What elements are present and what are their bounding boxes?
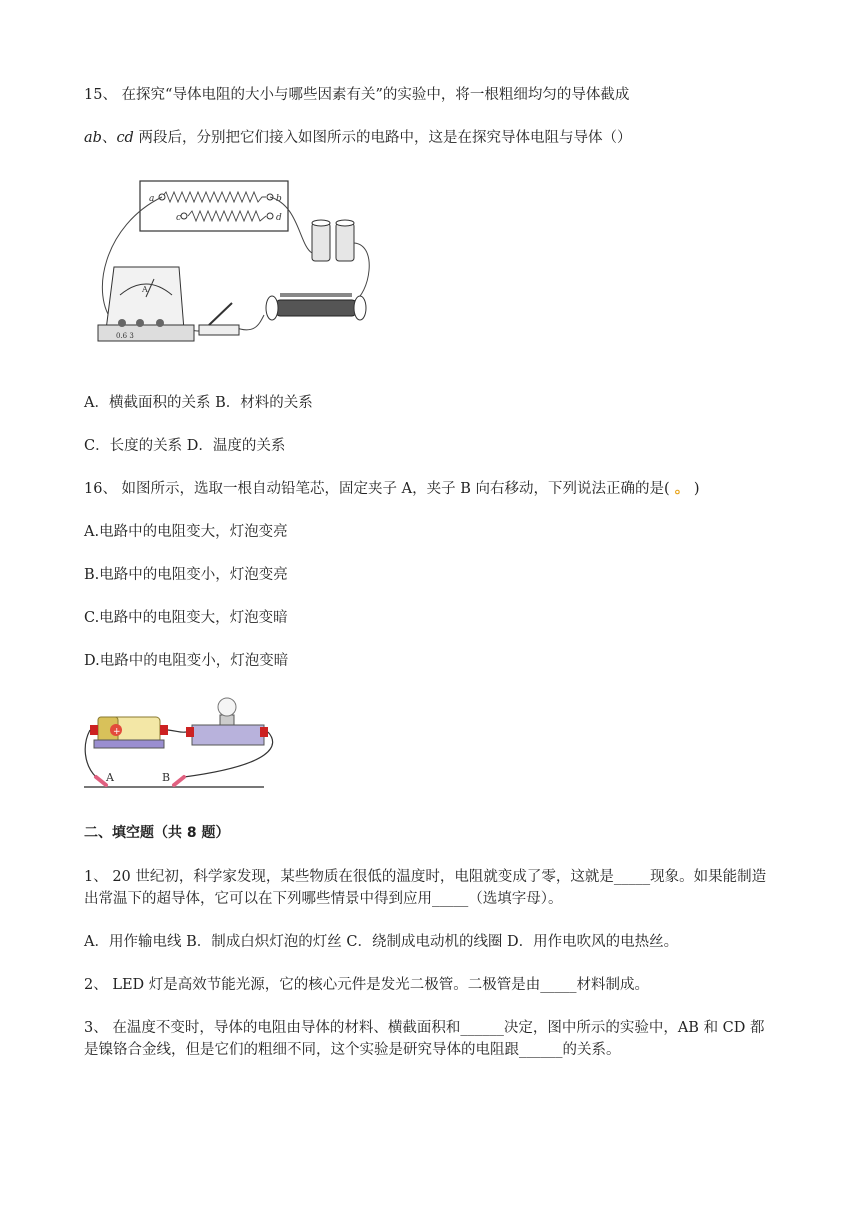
label-c: c: [176, 213, 182, 223]
q16-option-d: D.电路中的电阻变小，灯泡变暗: [84, 653, 289, 669]
q16-option-a: A.电路中的电阻变大，灯泡变亮: [84, 524, 288, 540]
label-plus: +: [113, 727, 121, 737]
label-terminals: 0.6 3: [116, 332, 134, 340]
label-a: a: [149, 194, 155, 204]
label-ammeter: A: [142, 285, 148, 294]
label-clip-a: A: [106, 771, 114, 784]
q15-options-ab: A．横截面积的关系 B．材料的关系: [84, 395, 313, 411]
q15-var-ab: ab: [84, 130, 102, 146]
q16-circuit-figure: [84, 695, 274, 793]
q16-option-b: B.电路中的电阻变小，灯泡变亮: [84, 567, 288, 583]
q15-stem-rest: 两段后，分别把它们接入如图所示的电路中，这是在探究导体电阻与导体（）: [133, 130, 632, 146]
q15-var-cd: cd: [116, 130, 134, 146]
q15-options-cd: C．长度的关系 D．温度的关系: [84, 438, 286, 454]
q16-answer-mark: 。: [669, 480, 690, 497]
fill3-text: 3、 在温度不变时，导体的电阻由导体的材料、横截面积和______决定，图中所示的实验中，AB 和 CD 都是镍铬合金线，但是它们的粗细不同，这个实验是研究导体的电阻跟______的关系。: [84, 1020, 765, 1058]
q15-stem-line2: [84, 128, 631, 148]
q16-option-c: C.电路中的电阻变大，灯泡变暗: [84, 610, 288, 626]
q16-stem-text: 16、 如图所示，选取一根自动铅笔芯，固定夹子 A，夹子 B 向右移动，下列说法正确的是(: [84, 481, 670, 497]
q15-sep: 、: [101, 130, 117, 146]
fill1-options: A．用作输电线 B．制成白炽灯泡的灯丝 C．绕制成电动机的线圈 D．用作电吹风的电热丝。: [84, 934, 679, 950]
q16-stem-close: ): [689, 481, 700, 497]
q15-stem-line1: 15、 在探究“导体电阻的大小与哪些因素有关”的实验中，将一根粗细均匀的导体截成: [84, 87, 630, 103]
section-title: 二、填空题（共 8 题）: [84, 825, 230, 841]
label-b: b: [276, 194, 282, 204]
label-d: d: [276, 213, 282, 223]
q15-circuit-figure: [84, 175, 384, 355]
label-clip-b: B: [162, 771, 171, 784]
fill2-text: 2、 LED 灯是高效节能光源，它的核心元件是发光二极管。二极管是由_____材料制成。: [84, 977, 650, 993]
fill1-text: 1、 20 世纪初，科学家发现，某些物质在很低的温度时，电阻就变成了零，这就是_____现象。如果能制造出常温下的超导体，它可以在下列哪些情景中得到应用_____（选填字母）。: [84, 869, 767, 907]
q16-stem: [84, 479, 700, 499]
